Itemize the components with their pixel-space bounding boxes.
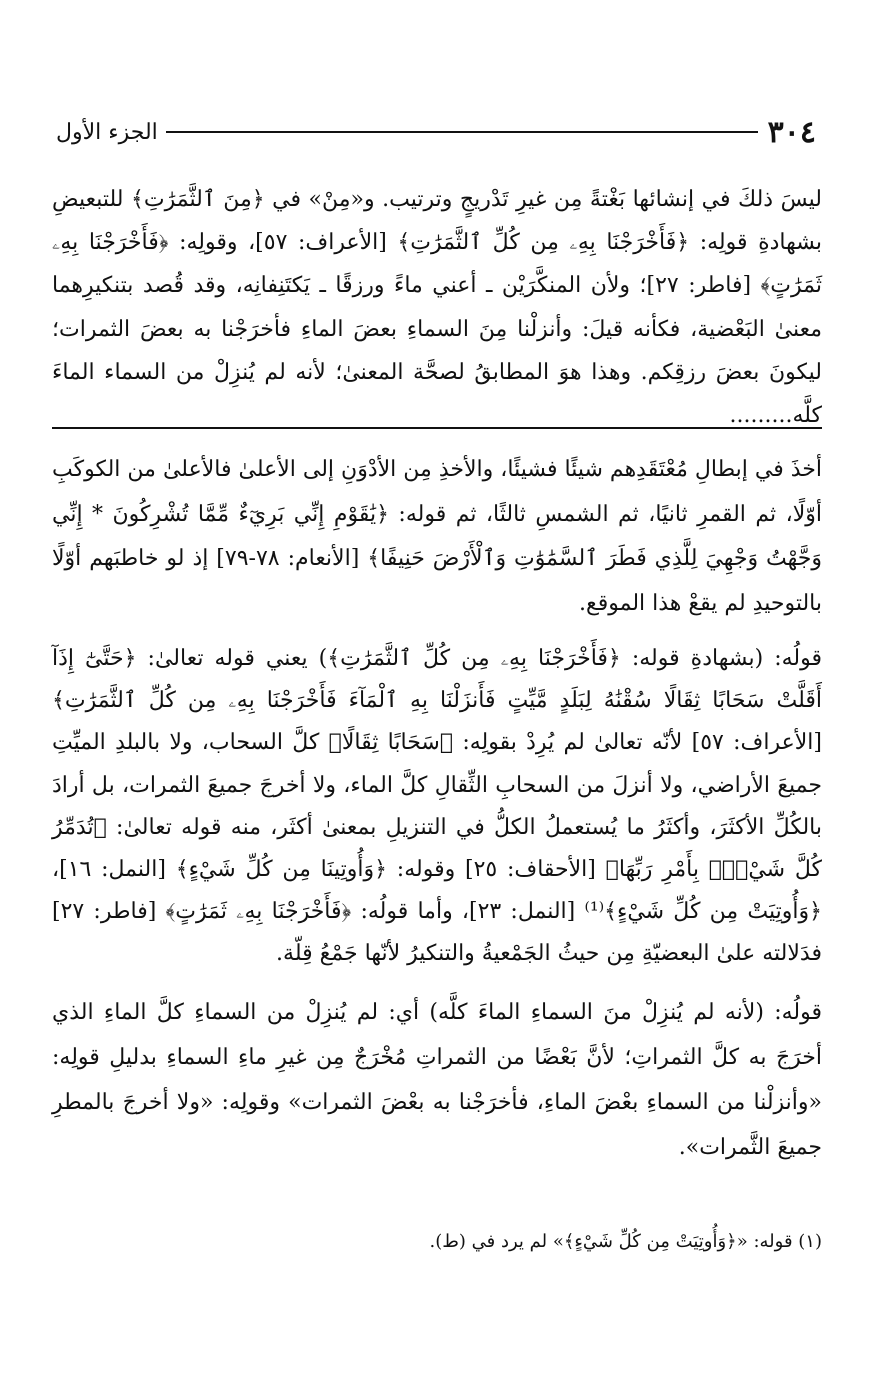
- commentary-paragraph: أخذَ في إبطالِ مُعْتَقَدِهم شيئًا فشيئًا، والأخذِ مِن الأدْوَنِ إلى الأعلىٰ فالأعلىٰ من الكوكَبِ أوّلًا، ثم القمرِ ثانيًا، ثم الشمسِ ثالثًا، ثم قوله: ﴿يَٰقَوْمِ إِنِّي بَرِيٓءٌ مِّمَّا تُشْرِكُونَ * إِنِّي وَجَّهْتُ وَجْهِيَ لِلَّذِي فَطَرَ ٱلسَّمَٰوَٰتِ وَٱلْأَرْضَ حَنِيفًا﴾ [الأنعام: ٧٨-٧٩] إذ لو خاطبَهم أوّلًا بالتوحيدِ لم يقعْ هذا الموقع.: [52, 457, 822, 616]
- page-header: [56, 112, 816, 152]
- commentary-paragraph: قولُه: (لأنه لم يُنزِلْ منَ السماءِ الماءَ كلَّه) أي: لم يُنزِلْ من السماءِ كلَّ الماءِ الذي أخرَجَ به كلَّ الثمراتِ؛ لأنَّ بَعْضًا من الثمراتِ مُخْرَجٌ مِن غيرِ ماءِ السماءِ بدليلِ قولِه: «وأنزلْنا من السماءِ بعْضَ الماءِ، فأخرَجْنا به بعْضَ الثمرات» وقولِه: «ولا أخرجَ بالمطرِ جميعَ الثَّمرات».: [52, 999, 822, 1160]
- main-text: ليسَ ذلكَ في إنشائها بَغْتةً مِن غيرِ تَدْريجٍ وترتيب. و«مِنْ» في ﴿مِنَ ٱلثَّمَرَٰتِ﴾ للتبعيضِ بشهادةِ قولِه: ﴿فَأَخْرَجْنَا بِهِۦ مِن كُلِّ ٱلثَّمَرَٰتِ﴾ [الأعراف: ٥٧]، وقولِه: ﴿فَأَخْرَجْنَا بِهِۦ ثَمَرَٰتٍ﴾ [فاطر: ٢٧]؛ ولأن المنكَّرَيْن ـ أعني ماءً ورزقًا ـ يَكتَنِفانِه، وقد قُصد بتنكيرِهما معنىٰ البَعْضية، فكأنه قيلَ: وأنزلْنا مِنَ السماءِ بعضَ الماءِ فأخرَجْنا به بعضَ الثمرات؛ ليكونَ بعضَ رزقِكم. وهذا هوَ المطابقُ لصحَّة المعنىٰ؛ لأنه لم يُنزِلْ من السماء الماءَ كلَّه.........: [52, 187, 822, 429]
- header-rule: [166, 131, 758, 133]
- section-separator: [52, 427, 822, 429]
- running-title: الجزء الأول: [56, 119, 158, 145]
- footnote: (١) قوله: «﴿وَأُوتِيَتْ مِن كُلِّ شَيْءٍ﴾» لم يرد في (ط).: [429, 1231, 822, 1252]
- commentary-section: [52, 448, 822, 1188]
- commentary-paragraph: قولُه: (بشهادةِ قوله: ﴿فَأَخْرَجْنَا بِهِۦ مِن كُلِّ ٱلثَّمَرَٰتِ﴾) يعني قوله تعالىٰ: ﴿حَتَّىٰٓ إِذَآ أَقَلَّتْ سَحَابًا ثِقَالًا سُقْنَٰهُ لِبَلَدٍ مَّيِّتٍ فَأَنزَلْنَا بِهِ ٱلْمَآءَ فَأَخْرَجْنَا بِهِۦ مِن كُلِّ ٱلثَّمَرَٰتِ﴾ [الأعراف: ٥٧] لأنّه تعالىٰ لم يُرِدْ بقولِه: ﴿سَحَابًا ثِقَالًا﴾ كلَّ السحاب، ولا بالبلدِ الميِّتِ جميعَ الأراضي، ولا أنزلَ من السحابِ الثِّقالِ كلَّ الماء، ولا أخرجَ جميعَ الثمرات، بل أرادَ بالكُلِّ الأكثَرَ، وأكثَرُ ما يُستعملُ الكلُّ في التنزيلِ بمعنىٰ أكثَر، منه قوله تعالىٰ: ﴿تُدَمِّرُ كُلَّ شَيْءٍۭ بِأَمْرِ رَبِّهَا﴾ [الأحقاف: ٢٥] وقوله: ﴿وَأُوتِينَا مِن كُلِّ شَيْءٍ﴾ [النمل: ١٦]، ﴿وَأُوتِيَتْ مِن كُلِّ شَيْءٍ﴾⁽¹⁾ [النمل: ٢٣]، وأما قولُه: ﴿فَأَخْرَجْنَا بِهِۦ ثَمَرَٰتٍ﴾ [فاطر: ٢٧] فدَلالته علىٰ البعضيّةِ مِن حيثُ الجَمْعيةُ والتنكيرُ لأنّها جَمْعُ قِلّة.: [52, 646, 822, 967]
- page-number: ٣٠٤: [767, 114, 816, 150]
